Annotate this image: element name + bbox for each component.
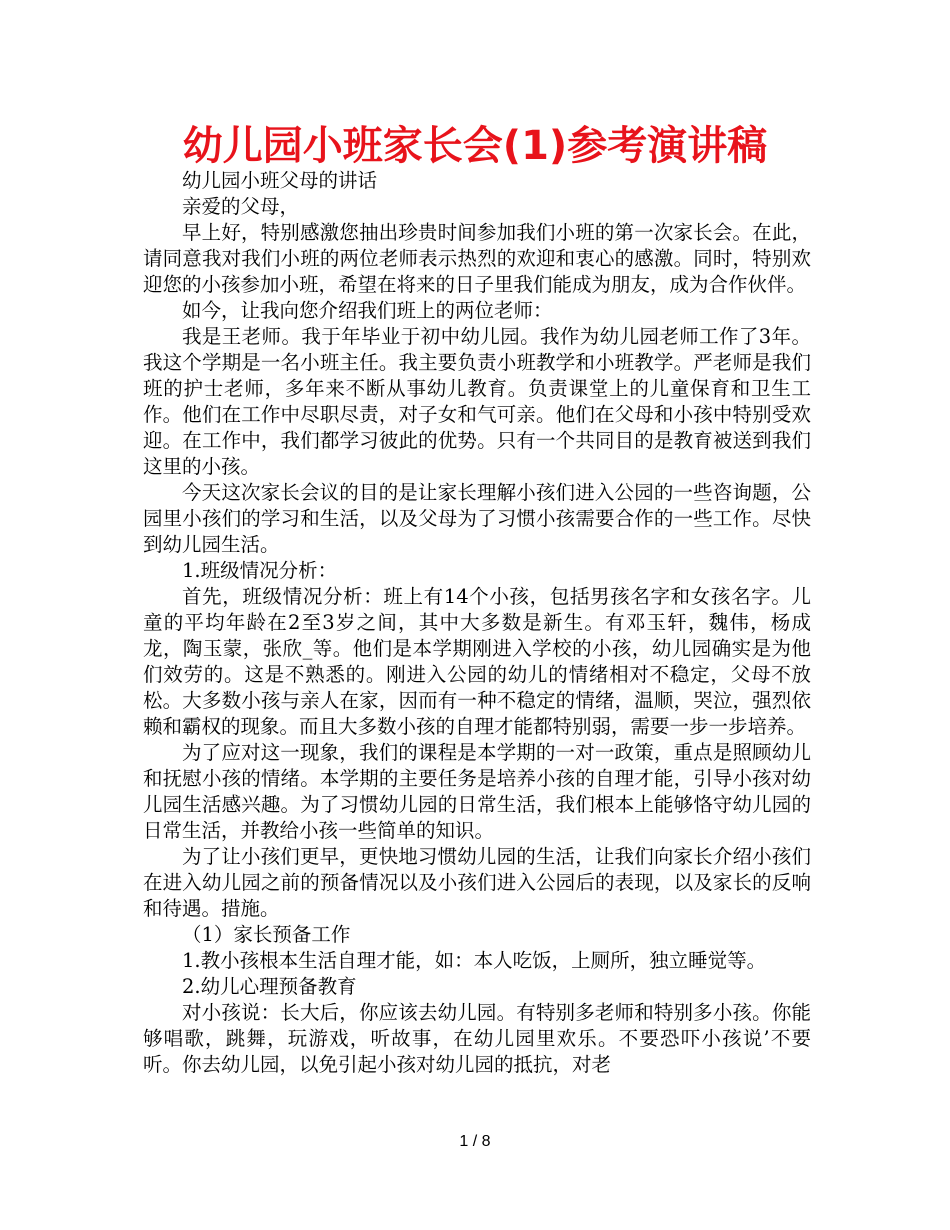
paragraph: 我是王老师。我于年毕业于初中幼儿园。我作为幼儿园老师工作了3年。我这个学期是一名小班主任。我主要负责小班教学和小班教学。严老师是我们班的护士老师，多年来不断从事幼儿教育。负责课堂上的儿童保育和卫生工作。他们在工作中尽职尽责，对子女和气可亲。他们在父母和小孩中特别受欢迎。在工作中，我们都学习彼此的优势。只有一个共同目的是教育被送到我们这里的小孩。 xyxy=(143,325,811,478)
document-body xyxy=(143,168,811,1078)
paragraph: 1.教小孩根本生活自理才能，如：本人吃饭，上厕所，独立睡觉等。 xyxy=(182,949,767,972)
paragraph: 早上好，特别感激您抽出珍贵时间参加我们小班的第一次家长会。在此，请同意我对我们小班的两位老师表示热烈的欢迎和衷心的感激。同时，特别欢迎您的小孩参加小班，希望在将来的日子里我们能成为朋友，成为合作伙伴。 xyxy=(143,221,811,296)
paragraph: 对小孩说：长大后，你应该去幼儿园。有特别多老师和特别多小孩。你能够唱歌，跳舞，玩游戏，听故事，在幼儿园里欢乐。不要恐吓小孩说’不要听。你去幼儿园，以免引起小孩对幼儿园的抵抗，对老 xyxy=(143,1001,811,1076)
paragraph: 2.幼儿心理预备教育 xyxy=(182,975,357,998)
page-number: 1 / 8 xyxy=(459,1133,491,1150)
paragraph: 幼儿园小班父母的讲话 xyxy=(182,169,378,192)
paragraph: 如今，让我向您介绍我们班上的两位老师： xyxy=(182,299,553,322)
paragraph: 为了应对这一现象，我们的课程是本学期的一对一政策，重点是照顾幼儿和抚慰小孩的情绪。本学期的主要任务是培养小孩的自理才能，引导小孩对幼儿园生活感兴趣。为了习惯幼儿园的日常生活，我们根本上能够恪守幼儿园的日常生活，并教给小孩一些简单的知识。 xyxy=(143,741,811,842)
document-title: 幼儿园小班家长会(1)参考演讲稿 xyxy=(182,123,768,169)
paragraph: 1.班级情况分析： xyxy=(182,559,338,582)
paragraph: 今天这次家长会议的目的是让家长理解小孩们进入公园的一些咨询题，公园里小孩们的学习和生活，以及父母为了习惯小孩需要合作的一些工作。尽快到幼儿园生活。 xyxy=(143,481,811,556)
paragraph: 首先，班级情况分析：班上有14个小孩，包括男孩名字和女孩名字。儿童的平均年龄在2至3岁之间，其中大多数是新生。有邓玉轩，魏伟，杨成龙，陶玉蒙，张欣_等。他们是本学期刚进入学校的小孩，幼儿园确实是为他们效劳的。这是不熟悉的。刚进入公园的幼儿的情绪相对不稳定，父母不放松。大多数小孩与亲人在家，因而有一种不稳定的情绪，温顺，哭泣，强烈依赖和霸权的现象。而且大多数小孩的自理才能都特别弱，需要一步一步培养。 xyxy=(143,585,811,738)
paragraph: 为了让小孩们更早，更快地习惯幼儿园的生活，让我们向家长介绍小孩们在进入幼儿园之前的预备情况以及小孩们进入公园后的表现，以及家长的反响和待遇。措施。 xyxy=(143,845,811,920)
paragraph: （1）家长预备工作 xyxy=(182,923,351,946)
paragraph: 亲爱的父母， xyxy=(182,195,300,218)
